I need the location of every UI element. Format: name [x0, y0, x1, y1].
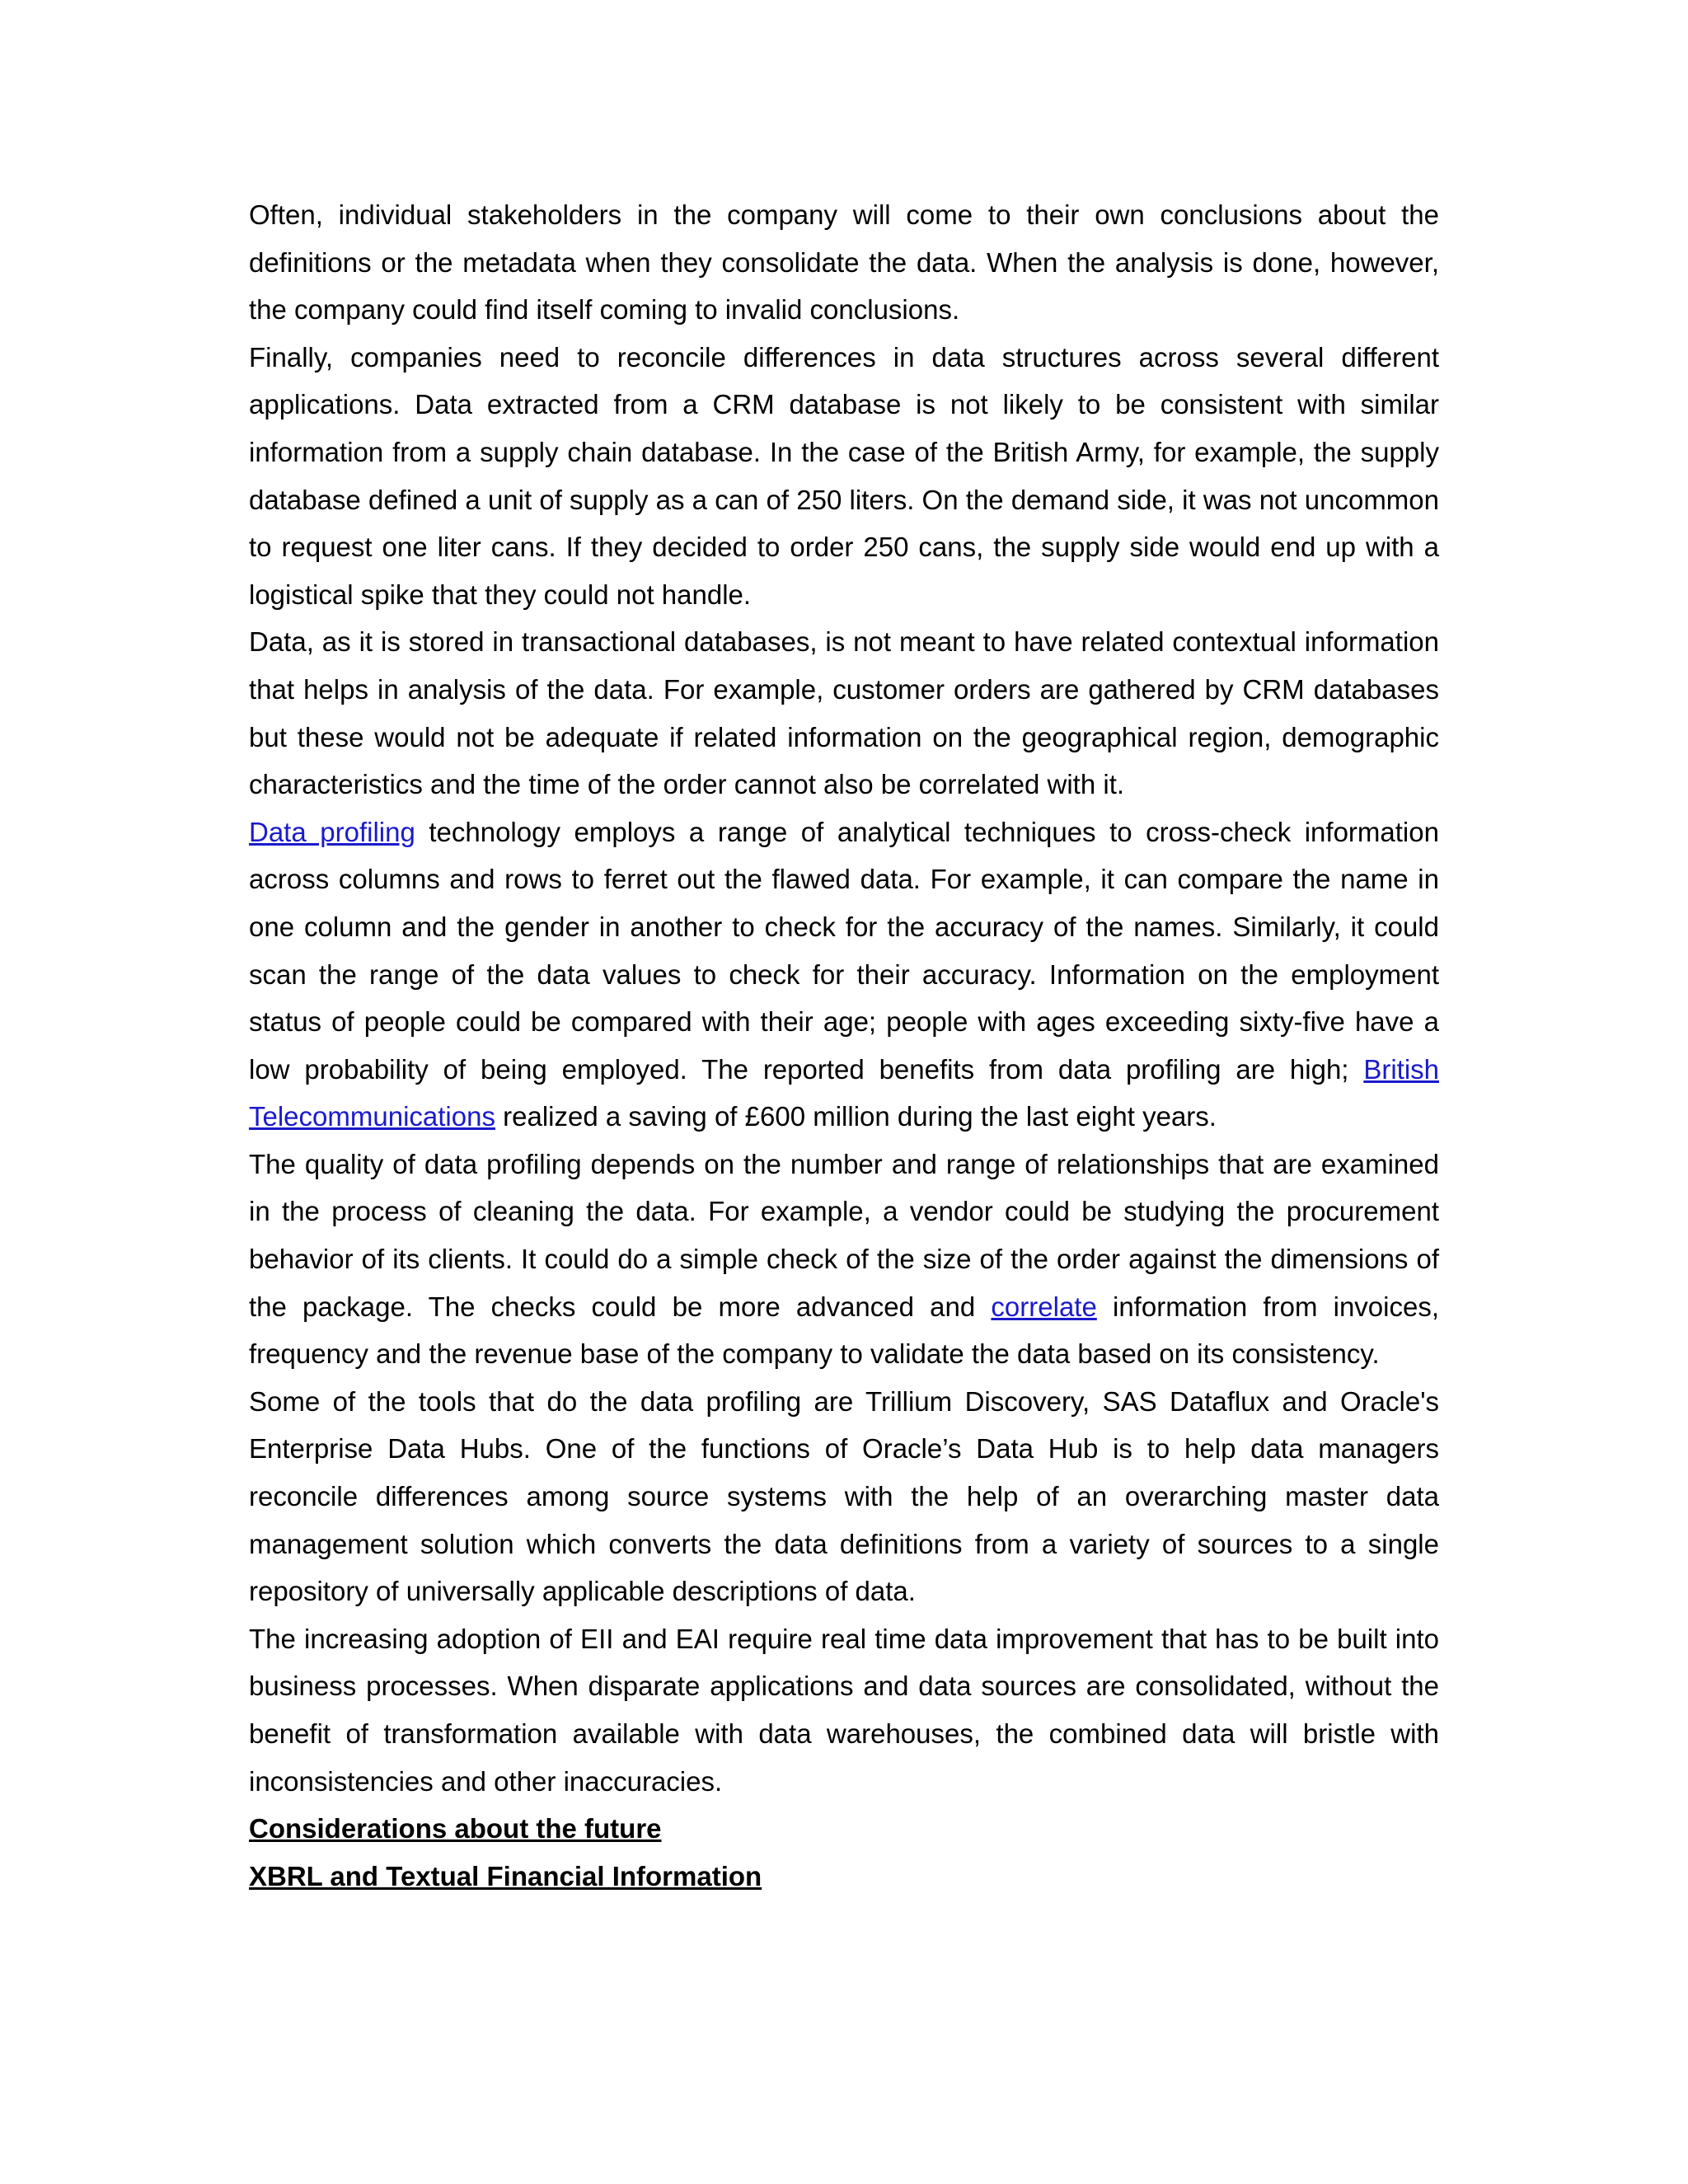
- document-body: [249, 191, 1439, 1900]
- heading-considerations-future: Considerations about the future: [249, 1813, 662, 1844]
- paragraph-data-profiling-text-2: realized a saving of £600 million during the last eight years.: [495, 1101, 1217, 1132]
- paragraph-data-structures: Finally, companies need to reconcile differences in data structures across several different applications. Data extracted from a CRM database is not likely to be consistent with similar information from a supply chain database. In the case of the British Army, for example, the supply database defined a unit of supply as a can of 250 liters. On the demand side, it was not uncommon to request one liter cans. If they decided to order 250 cans, the supply side would end up with a logistical spike that they could not handle.: [249, 341, 1439, 610]
- paragraph-stakeholders: Often, individual stakeholders in the company will come to their own conclusions about the definitions or the metadata when they consolidate the data. When the analysis is done, however, the company could find itself coming to invalid conclusions.: [249, 199, 1439, 326]
- link-correlate[interactable]: correlate: [991, 1291, 1097, 1322]
- heading-xbrl-textual-financial: XBRL and Textual Financial Information: [249, 1860, 762, 1891]
- paragraph-transactional-databases: Data, as it is stored in transactional databases, is not meant to have related contextual information that helps in analysis of the data. For example, customer orders are gathered by CRM databases but these would not be adequate if related information on the geographical region, demographic characteristics and the time of the order cannot also be correlated with it.: [249, 626, 1439, 800]
- link-british-telecommunications[interactable]: British Telecommunications: [249, 1053, 1439, 1132]
- link-data-profiling[interactable]: Data profiling: [249, 816, 415, 847]
- paragraph-profiling-quality-text-2: information from invoices, frequency and the revenue base of the company to validate the data based on its consistency.: [249, 1291, 1440, 1370]
- paragraph-profiling-quality-text-1: The quality of data profiling depends on the number and range of relationships that are examined in the process of cleaning the data. For example, a vendor could be studying the procurement behavior of its clients. It could do a simple check of the size of the order against the dimensions of the package. The checks could be more advanced and: [249, 1148, 1439, 1322]
- paragraph-profiling-quality: [249, 1141, 1439, 1378]
- paragraph-data-profiling-text-1: technology employs a range of analytical techniques to cross-check information across columns and rows to ferret out the flawed data. For example, it can compare the name in one column and the gender in another to check for the accuracy of the names. Similarly, it could scan the range of the data values to check for their accuracy. Information on the employment status of people could be compared with their age; people with ages exceeding sixty-five have a low probability of being employed. The reported benefits from data profiling are high;: [249, 816, 1439, 1085]
- paragraph-profiling-tools: Some of the tools that do the data profiling are Trillium Discovery, SAS Dataflux and Oracle's Enterprise Data Hubs. One of the functions of Oracle’s Data Hub is to help data managers reconcile differences among source systems with the help of an overarching master data management solution which converts the data definitions from a variety of sources to a single repository of universally applicable descriptions of data.: [249, 1385, 1439, 1607]
- paragraph-data-profiling: [249, 808, 1439, 1141]
- paragraph-eii-eai: The increasing adoption of EII and EAI require real time data improvement that has to be built into business processes. When disparate applications and data sources are consolidated, without the benefit of transformation available with data warehouses, the combined data will bristle with inconsistencies and other inaccuracies.: [249, 1623, 1439, 1797]
